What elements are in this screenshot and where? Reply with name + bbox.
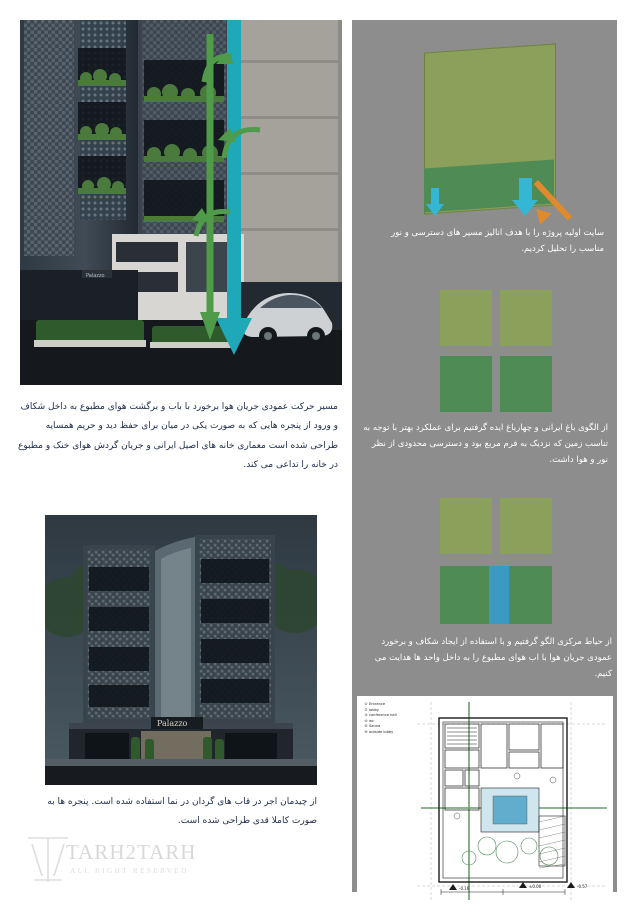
tarh2tarh-watermark — [20, 830, 220, 890]
facade-night-render — [20, 20, 342, 385]
courtyard-quadrant — [500, 498, 552, 554]
central-courtyard-caption: از حیاط مرکزی الگو گرفتیم و با استفاده از ایجاد شکاف و برخورد عمودی جریان هوا با اب هوای مطبوع را به داخل واحد ها هدایت می کنیم. — [374, 637, 612, 680]
ground-floor-plan — [357, 696, 613, 906]
pattern-quadrant — [500, 290, 552, 346]
four-square-pattern-diagram — [440, 290, 552, 412]
legend-item: ④wc — [364, 718, 374, 723]
pattern-quadrant — [440, 356, 492, 412]
courtyard-quadrant — [440, 498, 492, 554]
svg-text:±0.00: ±0.00 — [529, 884, 542, 889]
facade-day-render — [45, 515, 317, 785]
four-square-pattern-caption: از الگوی باغ ایرانی و چهارباغ ایده گرفتیم برای عملکرد بهتر با توجه به تناسب زمین که نزدیک به فرم مربع بود و دسترسی محدودی از نظر نور و هوا داشت. — [363, 423, 608, 466]
legend-item: ⑤Sauna — [364, 724, 381, 729]
svg-text:-0.16: -0.16 — [459, 886, 470, 891]
watermark-text: TARH2TARH — [66, 840, 197, 864]
airflow-arrow-teal — [227, 20, 241, 320]
airflow-caption: مسیر حرکت عمودی جریان هوا برخورد با باب و برگشت هوای مطبوع به داخل شکاف و ورود از پنجره هایی که به صورت یکی در میان برای حفظ دید و حریم همسایه طراحی شده است معماری خانه های اصیل ایرانی و جریان گردش هوای خنک و مطبوع در خانه را تداعی می کند. — [18, 402, 338, 471]
airflow-arrow-overlay — [20, 20, 342, 385]
legend-item: ③conference hall — [364, 713, 397, 718]
courtyard-water-slot — [489, 566, 509, 624]
legend-item: ①Entrance — [364, 702, 386, 706]
svg-text:Palazzo: Palazzo — [157, 719, 188, 728]
plan-legend — [363, 702, 397, 735]
watermark-subtext: ALL RIGHT RESERVED — [70, 866, 189, 875]
brick-facade-caption: از چیدمان اجر در قاب های گردان در نما استفاده شده است. پنجره ها به صورت کاملا قدی طراحی شده است. — [47, 797, 317, 827]
svg-text:Palazzo: Palazzo — [86, 273, 105, 279]
legend-item: ②lobby — [364, 707, 379, 712]
diagram-panel — [352, 20, 617, 892]
legend-item: ⑥outside lobby — [364, 729, 394, 734]
central-courtyard-diagram — [440, 498, 552, 632]
site-analysis-diagram — [352, 28, 617, 228]
site-analysis-caption: سایت اولیه پروژه را با هدف انالیز مسیر های دسترسی و نور مناسب را تحلیل کردیم. — [391, 228, 604, 255]
pattern-quadrant — [440, 290, 492, 346]
pattern-quadrant — [500, 356, 552, 412]
svg-text:-0.57: -0.57 — [577, 884, 588, 889]
sun-arrow-orange-icon — [528, 176, 584, 226]
